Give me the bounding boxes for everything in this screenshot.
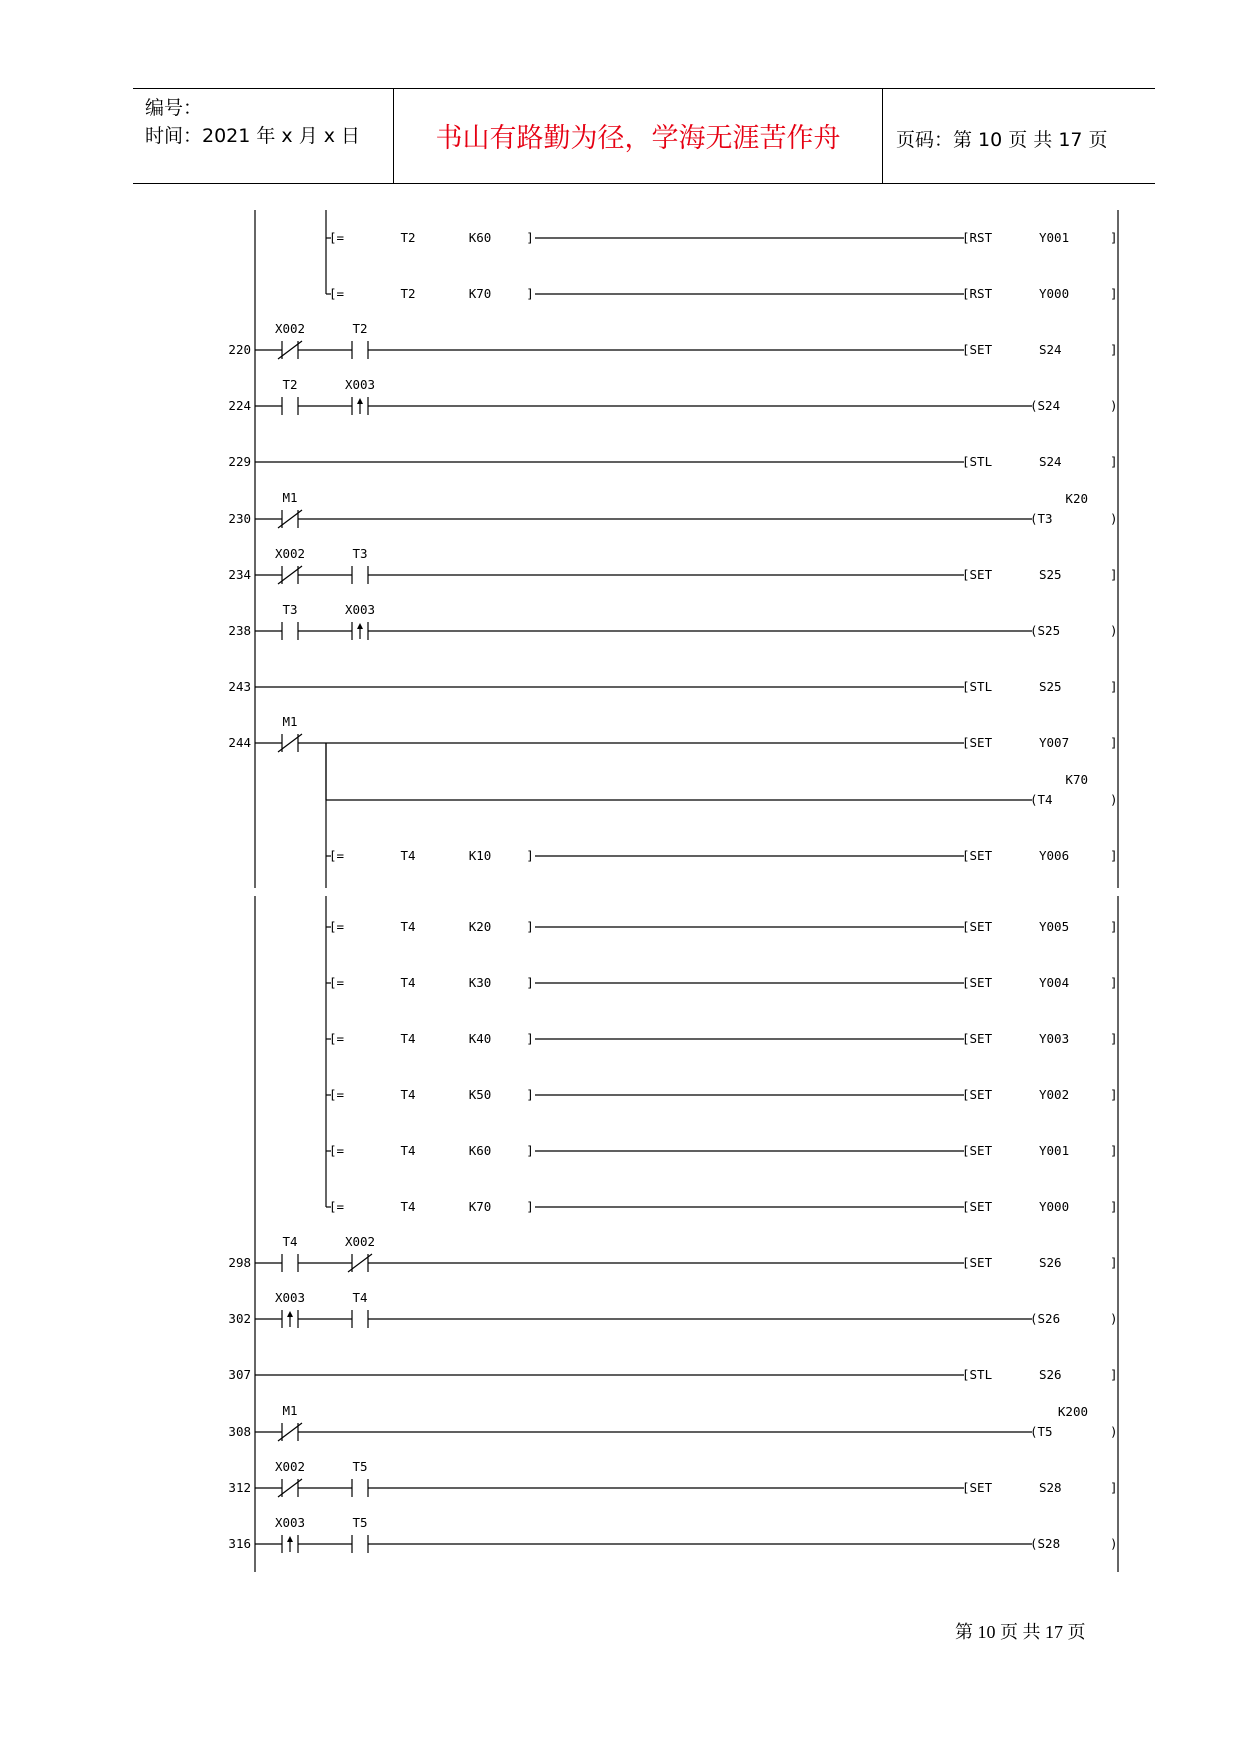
compare-open: [= (329, 1031, 345, 1046)
compare-operand-b: K20 (468, 919, 492, 934)
instruction-name: [SET (962, 975, 993, 990)
compare-close: ] (526, 286, 534, 301)
time-label: 时间：2021 年 x 月 x 日 (145, 125, 361, 147)
instruction-name: [RST (962, 230, 993, 245)
instruction-close: ] (1110, 735, 1118, 750)
coil-name: (S26 (1030, 1311, 1061, 1326)
instruction-name: [STL (962, 1367, 993, 1382)
instruction-close: ] (1110, 342, 1118, 357)
instruction-close: ] (1110, 1480, 1118, 1495)
compare-operand-b: K60 (468, 1143, 492, 1158)
coil-preset: K200 (1057, 1404, 1088, 1419)
instruction-name: [SET (962, 735, 993, 750)
contact-label: T4 (282, 1234, 298, 1249)
compare-operand-a: T4 (400, 919, 416, 934)
step-number: 234 (228, 567, 251, 582)
instruction-name: [STL (962, 679, 993, 694)
instruction-name: [SET (962, 1480, 993, 1495)
compare-operand-a: T4 (400, 1031, 416, 1046)
instruction-close: ] (1110, 230, 1118, 245)
coil-close: ) (1110, 623, 1118, 638)
instruction-operand: Y007 (1039, 735, 1070, 750)
instruction-operand: S25 (1039, 679, 1062, 694)
contact-label: X002 (344, 1234, 376, 1249)
compare-operand-a: T4 (400, 1143, 416, 1158)
step-number: 312 (228, 1480, 251, 1495)
compare-operand-b: K70 (468, 286, 492, 301)
compare-close: ] (526, 1199, 534, 1214)
coil-name: (S25 (1030, 623, 1061, 638)
step-number: 220 (228, 342, 251, 357)
coil-preset: K70 (1065, 772, 1088, 787)
compare-open: [= (329, 1087, 345, 1102)
page-code: 页码：第 10 页 共 17 页 (896, 129, 1108, 151)
step-number: 308 (228, 1424, 251, 1439)
instruction-name: [SET (962, 919, 993, 934)
compare-close: ] (526, 848, 534, 863)
instruction-close: ] (1110, 919, 1118, 934)
instruction-name: [SET (962, 1087, 993, 1102)
instruction-name: [RST (962, 286, 993, 301)
instruction-name: [SET (962, 848, 993, 863)
compare-operand-a: T4 (400, 1087, 416, 1102)
instruction-operand: Y005 (1039, 919, 1070, 934)
instruction-operand: Y001 (1039, 230, 1070, 245)
instruction-close: ] (1110, 286, 1118, 301)
instruction-operand: S24 (1039, 454, 1062, 469)
compare-open: [= (329, 1143, 345, 1158)
instruction-name: [STL (962, 454, 993, 469)
contact-label: X002 (274, 1459, 306, 1474)
contact-label: M1 (282, 714, 298, 729)
instruction-close: ] (1110, 1031, 1118, 1046)
instruction-close: ] (1110, 1087, 1118, 1102)
instruction-close: ] (1110, 1255, 1118, 1270)
step-number: 298 (228, 1255, 251, 1270)
contact-rise-arrowhead (287, 1311, 293, 1317)
motto-text: 书山有路勤为径，学海无涯苦作舟 (435, 123, 841, 154)
coil-close: ) (1110, 511, 1118, 526)
instruction-operand: Y006 (1039, 848, 1070, 863)
contact-label: T2 (352, 321, 368, 336)
compare-open: [= (329, 1199, 345, 1214)
number-label: 编号： (145, 97, 203, 119)
step-number: 244 (228, 735, 251, 750)
coil-name: (S28 (1030, 1536, 1061, 1551)
contact-label: T2 (282, 377, 298, 392)
compare-open: [= (329, 848, 345, 863)
compare-close: ] (526, 1031, 534, 1046)
step-number: 229 (228, 454, 251, 469)
coil-name: (T3 (1030, 511, 1053, 526)
instruction-operand: Y004 (1039, 975, 1070, 990)
compare-operand-b: K70 (468, 1199, 492, 1214)
instruction-operand: Y000 (1039, 286, 1070, 301)
instruction-operand: S26 (1039, 1367, 1062, 1382)
contact-label: X003 (344, 377, 376, 392)
compare-operand-b: K60 (468, 230, 492, 245)
compare-operand-a: T4 (400, 975, 416, 990)
contact-label: X002 (274, 321, 306, 336)
contact-rise-arrowhead (357, 398, 363, 404)
compare-operand-a: T4 (400, 1199, 416, 1214)
instruction-name: [SET (962, 1143, 993, 1158)
compare-open: [= (329, 919, 345, 934)
contact-label: T4 (352, 1290, 368, 1305)
compare-close: ] (526, 1087, 534, 1102)
instruction-name: [SET (962, 342, 993, 357)
instruction-operand: Y003 (1039, 1031, 1070, 1046)
instruction-operand: S24 (1039, 342, 1062, 357)
contact-label: T5 (352, 1459, 368, 1474)
compare-close: ] (526, 919, 534, 934)
compare-operand-b: K30 (468, 975, 492, 990)
contact-label: X003 (274, 1290, 306, 1305)
compare-open: [= (329, 286, 345, 301)
compare-close: ] (526, 1143, 534, 1158)
compare-operand-a: T4 (400, 848, 416, 863)
instruction-operand: S28 (1039, 1480, 1062, 1495)
compare-open: [= (329, 975, 345, 990)
compare-operand-a: T2 (400, 286, 416, 301)
instruction-operand: S26 (1039, 1255, 1062, 1270)
instruction-close: ] (1110, 848, 1118, 863)
compare-operand-b: K40 (468, 1031, 492, 1046)
instruction-name: [SET (962, 1031, 993, 1046)
instruction-name: [SET (962, 1199, 993, 1214)
contact-label: X003 (344, 602, 376, 617)
instruction-close: ] (1110, 567, 1118, 582)
step-number: 243 (228, 679, 251, 694)
instruction-close: ] (1110, 1367, 1118, 1382)
compare-open: [= (329, 230, 345, 245)
coil-close: ) (1110, 1536, 1118, 1551)
instruction-operand: Y001 (1039, 1143, 1070, 1158)
step-number: 224 (228, 398, 251, 413)
contact-label: T5 (352, 1515, 368, 1530)
step-number: 238 (228, 623, 251, 638)
contact-label: M1 (282, 490, 298, 505)
contact-label: T3 (282, 602, 298, 617)
contact-label: T3 (352, 546, 368, 561)
page-footer: 第 10 页 共 17 页 (955, 1622, 1086, 1642)
coil-close: ) (1110, 1424, 1118, 1439)
compare-operand-a: T2 (400, 230, 416, 245)
step-number: 302 (228, 1311, 251, 1326)
contact-label: X002 (274, 546, 306, 561)
instruction-name: [SET (962, 567, 993, 582)
instruction-operand: S25 (1039, 567, 1062, 582)
coil-preset: K20 (1065, 491, 1088, 506)
contact-label: M1 (282, 1403, 298, 1418)
instruction-operand: Y000 (1039, 1199, 1070, 1214)
coil-name: (T4 (1030, 792, 1053, 807)
instruction-close: ] (1110, 679, 1118, 694)
instruction-close: ] (1110, 975, 1118, 990)
compare-operand-b: K50 (468, 1087, 492, 1102)
contact-rise-arrowhead (357, 623, 363, 629)
compare-operand-b: K10 (468, 848, 492, 863)
coil-close: ) (1110, 1311, 1118, 1326)
compare-close: ] (526, 230, 534, 245)
instruction-close: ] (1110, 1143, 1118, 1158)
contact-label: X003 (274, 1515, 306, 1530)
step-number: 307 (228, 1367, 251, 1382)
coil-name: (S24 (1030, 398, 1061, 413)
instruction-name: [SET (962, 1255, 993, 1270)
coil-close: ) (1110, 792, 1118, 807)
compare-close: ] (526, 975, 534, 990)
instruction-close: ] (1110, 1199, 1118, 1214)
step-number: 230 (228, 511, 251, 526)
coil-name: (T5 (1030, 1424, 1053, 1439)
instruction-close: ] (1110, 454, 1118, 469)
contact-rise-arrowhead (287, 1536, 293, 1542)
instruction-operand: Y002 (1039, 1087, 1070, 1102)
coil-close: ) (1110, 398, 1118, 413)
step-number: 316 (228, 1536, 251, 1551)
